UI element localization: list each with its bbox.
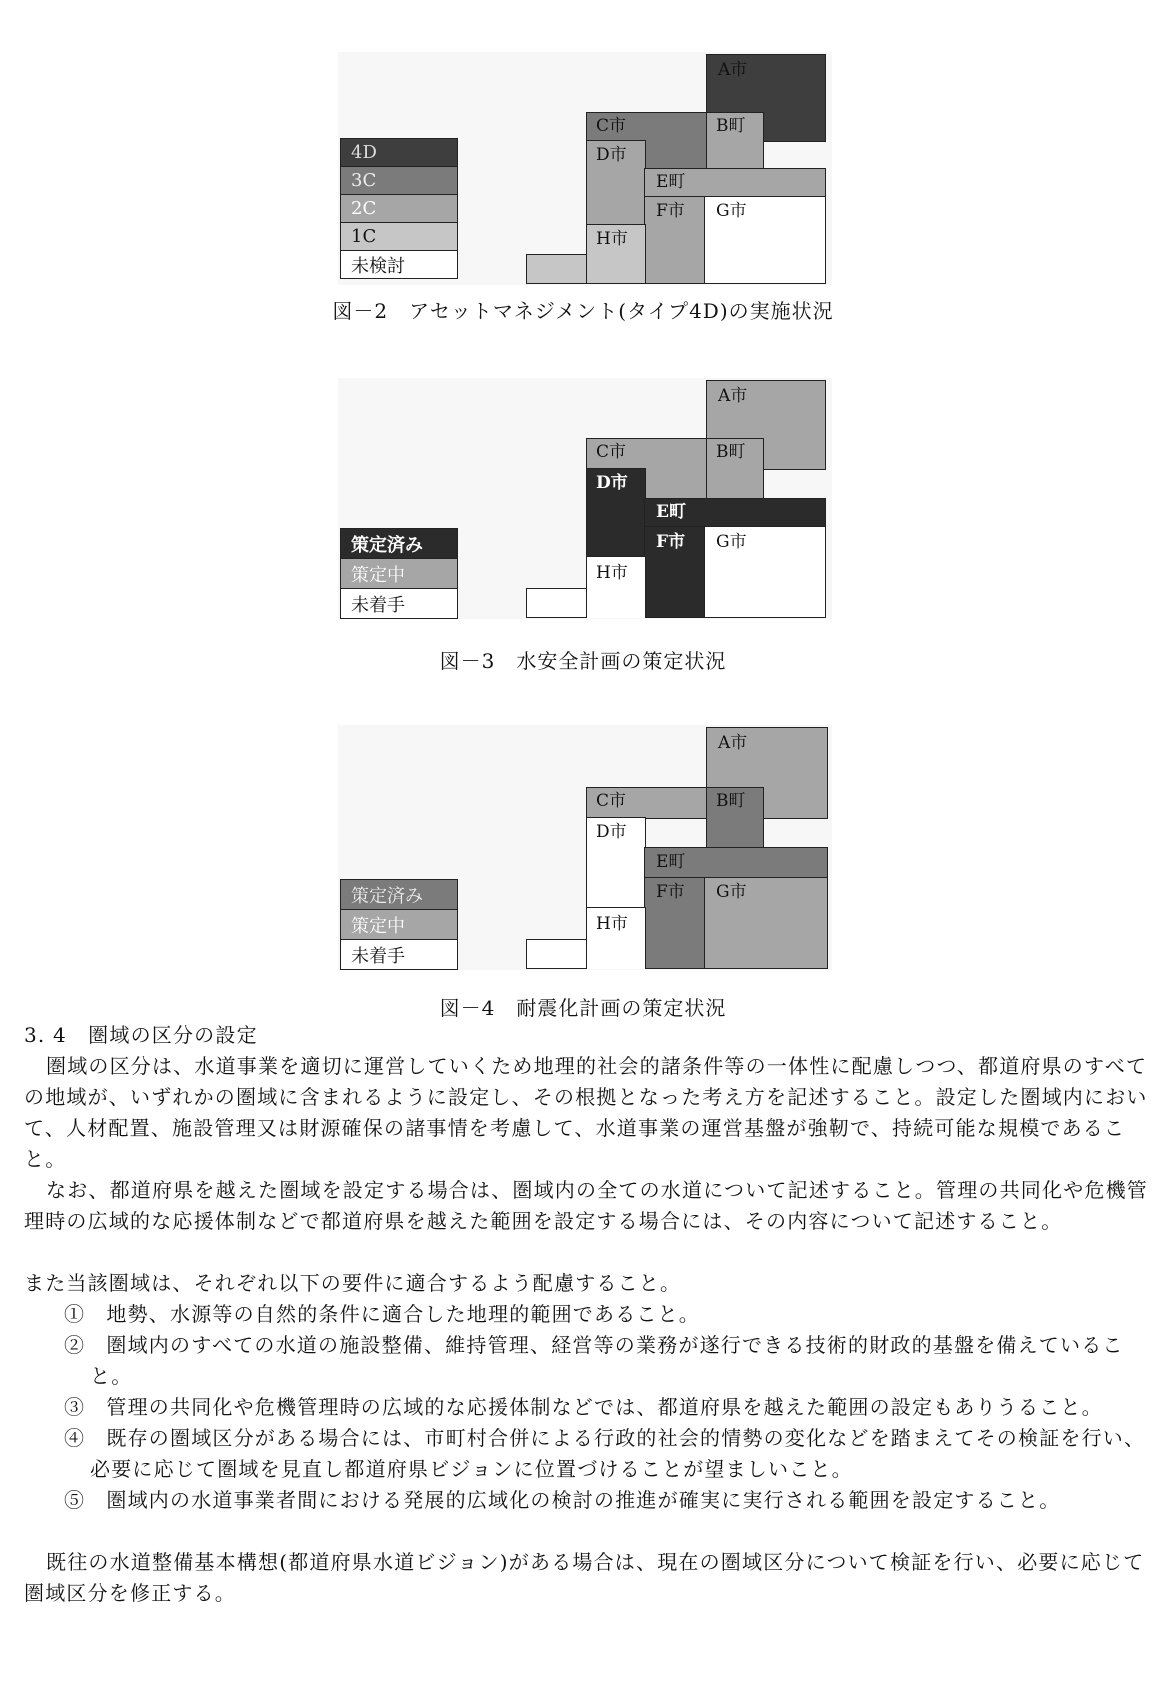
label-d: D市 [596, 822, 627, 842]
label-e: E町 [656, 502, 686, 522]
label-g: G市 [716, 882, 747, 902]
legend-3c: 3C [340, 166, 458, 195]
legend-not-started: 未着手 [340, 588, 458, 619]
figure-water-safety-plan [338, 378, 832, 619]
figure-2-caption: 図－2 アセットマネジメント(タイプ4D)の実施状況 [332, 299, 834, 323]
label-g: G市 [716, 532, 747, 552]
figure-4-caption: 図－4 耐震化計画の策定状況 [439, 996, 727, 1020]
label-a: A市 [718, 733, 748, 753]
requirements-intro: また当該圏域は、それぞれ以下の要件に適合するよう配慮すること。 [24, 1271, 682, 1295]
requirement-5: ⑤ 圏域内の水道事業者間における発展的広域化の検討の推進が確実に実行される範囲を設定すること。 [64, 1488, 1061, 1512]
label-e: E町 [656, 852, 686, 872]
label-g: G市 [716, 201, 747, 221]
label-d: D市 [596, 473, 628, 493]
figure-seismic-plan [338, 725, 832, 970]
requirement-3: ③ 管理の共同化や危機管理時の広域的な応援体制などでは、都道府県を越えた範囲の設定もありうること。 [64, 1395, 1103, 1419]
label-c: C市 [596, 116, 627, 136]
label-b: B町 [716, 791, 746, 811]
label-f: F市 [656, 201, 685, 221]
label-b: B町 [716, 442, 746, 462]
label-a: A市 [718, 60, 748, 80]
closing-paragraph: 既往の水道整備基本構想(都道府県水道ビジョン)がある場合は、現在の圏域区分について検証を行い、必要に応じて圏域区分を修正する。 [24, 1550, 1145, 1605]
paragraph-2: なお、都道府県を越えた圏域を設定する場合は、圏域内の全ての水道について記述すること。管理の共同化や危機管理時の広域的な応援体制などで都道府県を越えた範囲を設定する場合には、その内容について記述すること。 [24, 1178, 1148, 1233]
figure-3-caption: 図－3 水安全計画の策定状況 [439, 649, 727, 673]
label-c: C市 [596, 442, 627, 462]
legend-2c: 2C [340, 194, 458, 223]
label-f: F市 [656, 532, 686, 552]
requirement-2: ② 圏域内のすべての水道の施設整備、維持管理、経営等の業務が遂行できる技術的財政的基盤を備えていること。 [64, 1333, 1124, 1388]
requirement-1: ① 地勢、水源等の自然的条件に適合した地理的範囲であること。 [64, 1302, 700, 1326]
legend-not-started: 未着手 [340, 939, 458, 970]
legend-4d: 4D [340, 138, 458, 167]
legend-1c: 1C [340, 222, 458, 251]
label-h: H市 [596, 914, 628, 934]
label-a: A市 [718, 386, 748, 406]
legend-in-progress: 策定中 [340, 558, 458, 589]
section-region-division [24, 1020, 1150, 1609]
label-h: H市 [596, 229, 628, 249]
requirement-4: ④ 既存の圏域区分がある場合には、市町村合併による行政的社会的情勢の変化などを踏まえてその検証を行い、必要に応じて圏域を見直し都道府県ビジョンに位置づけることが望ましいこと。 [64, 1426, 1146, 1481]
legend-in-progress: 策定中 [340, 909, 458, 940]
legend-completed: 策定済み [340, 879, 458, 910]
legend-unconsidered: 未検討 [340, 250, 458, 279]
section-heading: 3. 4 圏域の区分の設定 [24, 1023, 258, 1047]
label-h: H市 [596, 563, 628, 583]
figure-asset-management [338, 52, 832, 285]
paragraph-1: 圏域の区分は、水道事業を適切に運営していくため地理的社会的諸条件等の一体性に配慮しつつ、都道府県のすべての地域が、いずれかの圏域に含まれるように設定し、その根拠となった考え方を記述すること。設定した圏域内において、人材配置、施設管理又は財源確保の諸事情を考慮して、水道事業の運営基盤が強靭で、持続可能な規模であること。 [24, 1054, 1148, 1171]
label-e: E町 [656, 172, 686, 192]
label-f: F市 [656, 882, 685, 902]
legend-completed: 策定済み [340, 528, 458, 559]
label-b: B町 [716, 116, 746, 136]
label-d: D市 [596, 145, 627, 165]
label-c: C市 [596, 791, 627, 811]
